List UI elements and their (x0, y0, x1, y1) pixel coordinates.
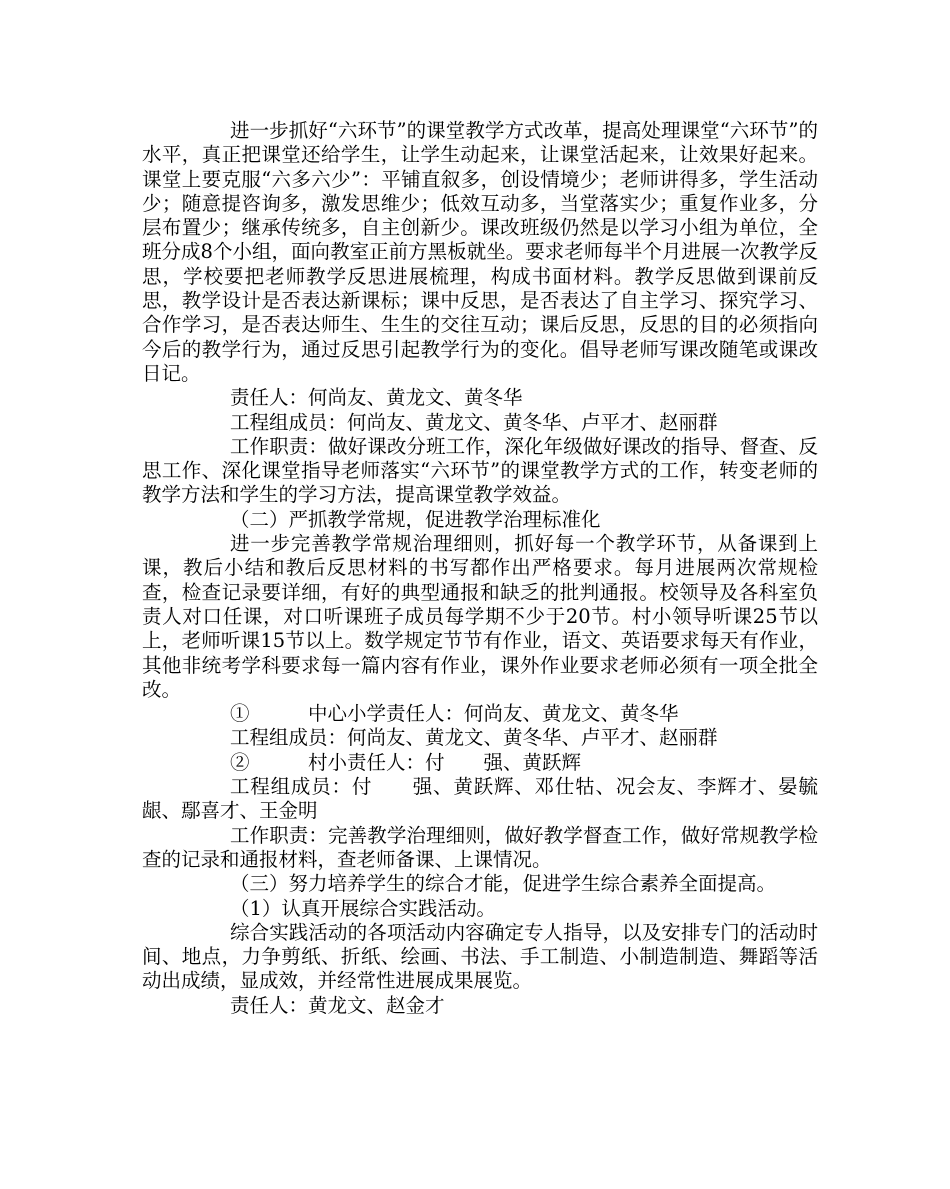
paragraph-reform: 进一步抓好“六环节”的课堂教学方式改革，提高处理课堂“六环节”的水平，真正把课堂还给学生，让学生动起来，让课堂活起来，让效果好起来。课堂上要克服“六多六少”：平铺直叙多，创设情境少；老师讲得多，学生活动少；随意提咨询多，激发思维少；低效互动多，当堂落实少；重复作业多，分层布置少；继承传统多，自主创新少。课改班级仍然是以学习小组为单位，全班分成8个小组，面向教室正前方黑板就坐。要求老师每半个月进展一次教学反思，学校要把老师教学反思进展梳理，构成书面材料。教学反思做到课前反思，教学设计是否表达新课标；课中反思，是否表达了自主学习、探究学习、合作学习，是否表达师生、生生的交往互动；课后反思，反思的目的必须指向今后的教学行为，通过反思引起教学行为的变化。倡导老师写课改随笔或课改日记。 (142, 119, 818, 385)
subsection-heading-1: （1）认真开展综合实践活动。 (230, 896, 496, 920)
paragraph-duties-1: 工作职责：做好课改分班工作，深化年级做好课改的指导、督查、反思工作、深化课堂指导老师落实“六环节”的课堂教学方式的工作，转变老师的教学方法和学生的学习方法，提高课堂教学效益。 (142, 434, 818, 507)
section-heading-2: （二）严抓教学常规，促进教学治理标准化 (230, 507, 601, 531)
section-heading-3: （三）努力培养学生的综合才能，促进学生综合素养全面提高。 (230, 872, 777, 896)
paragraph-center-responsible: ① 中心小学责任人：何尚友、黄龙文、黄冬华 (230, 702, 679, 726)
paragraph-duties-2: 工作职责：完善教学治理细则，做好教学督查工作，做好常规教学检查的记录和通报材料，查老师备课、上课情况。 (142, 823, 818, 871)
document-body (142, 119, 818, 1018)
paragraph-routine: 进一步完善教学常规治理细则，抓好每一个教学环节，从备课到上课，教后小结和教后反思材料的书写都作出严格要求。每月进展两次常规检查，检查记录要详细，有好的典型通报和缺乏的批判通报。校领导及各科室负责人对口任课，对口听课班子成员每学期不少于20节。村小领导听课25节以上，老师听课15节以上。数学规定节节有作业，语文、英语要求每天有作业，其他非统考学科要求每一篇内容有作业，课外作业要求老师必须有一项全批全改。 (142, 532, 818, 701)
paragraph-responsible-1: 责任人：何尚友、黄龙文、黄冬华 (230, 386, 523, 410)
paragraph-members-1: 工程组成员：何尚友、黄龙文、黄冬华、卢平才、赵丽群 (230, 410, 718, 434)
paragraph-members-2: 工程组成员：何尚友、黄龙文、黄冬华、卢平才、赵丽群 (230, 726, 718, 750)
paragraph-village-responsible: ② 村小责任人：付 强、黄跃辉 (230, 750, 582, 774)
paragraph-responsible-3: 责任人：黄龙文、赵金才 (230, 993, 445, 1017)
paragraph-members-3: 工程组成员：付 强、黄跃辉、邓仕牯、况会友、李辉才、晏毓龈、鄢喜才、王金明 (142, 775, 818, 823)
paragraph-activities: 综合实践活动的各项活动内容确定专人指导，以及安排专门的活动时间、地点，力争剪纸、折纸、绘画、书法、手工制造、小制造制造、舞蹈等活动出成绩，显成效，并经常性进展成果展览。 (142, 920, 818, 993)
